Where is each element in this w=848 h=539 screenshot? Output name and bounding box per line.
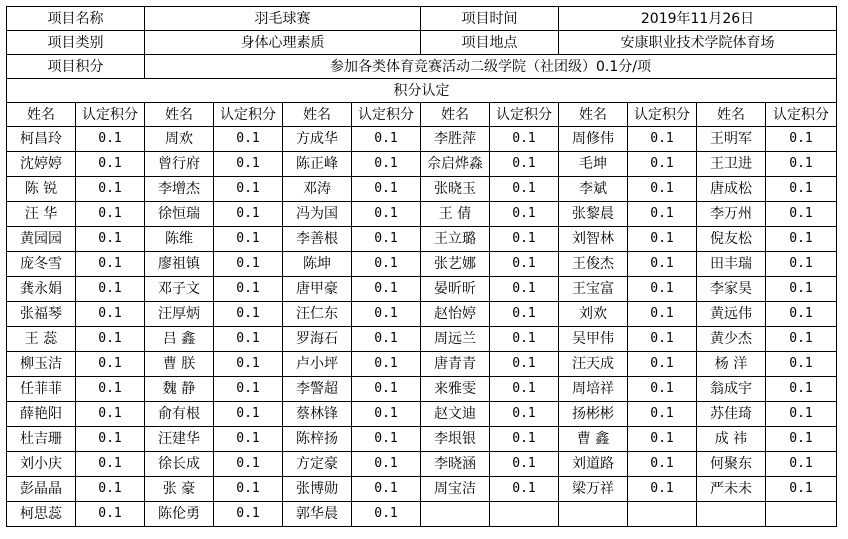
student-name-cell: 王明军 [697,127,766,152]
points-value-cell: 0.1 [766,252,837,277]
student-name-cell: 曾行府 [145,152,214,177]
student-name-cell: 唐甲豪 [283,277,352,302]
points-value-cell: 0.1 [766,277,837,302]
info-row-type [7,31,837,55]
student-name-cell: 曹 朕 [145,352,214,377]
student-name-cell: 徐恒瑞 [145,202,214,227]
student-name-cell: 张博勋 [283,477,352,502]
points-value-cell: 0.1 [214,177,283,202]
points-value-cell: 0.1 [214,327,283,352]
student-name-cell: 王俊杰 [559,252,628,277]
student-name-cell: 徐长成 [145,452,214,477]
points-value-cell: 0.1 [766,227,837,252]
points-value-cell: 0.1 [628,452,697,477]
student-name-cell: 邓涛 [283,177,352,202]
project-name-label: 项目名称 [7,7,145,31]
student-name-cell: 方成华 [283,127,352,152]
table-row [7,477,837,502]
points-value-cell: 0.1 [214,427,283,452]
points-value-cell: 0.1 [214,202,283,227]
points-value-cell: 0.1 [214,127,283,152]
student-name-cell: 李万州 [697,202,766,227]
points-value-cell: 0.1 [214,227,283,252]
column-header-name: 姓名 [421,103,490,127]
points-value-cell [766,502,837,527]
points-value-cell: 0.1 [628,227,697,252]
points-value-cell: 0.1 [352,477,421,502]
student-name-cell: 李警超 [283,377,352,402]
points-value-cell: 0.1 [76,277,145,302]
points-value-cell: 0.1 [490,477,559,502]
points-value-cell: 0.1 [628,477,697,502]
column-header-points: 认定积分 [766,103,837,127]
student-name-cell: 严未未 [697,477,766,502]
student-name-cell: 周宝洁 [421,477,490,502]
points-value-cell: 0.1 [766,352,837,377]
student-name-cell: 吴甲伟 [559,327,628,352]
points-value-cell: 0.1 [490,377,559,402]
student-name-cell: 周欢 [145,127,214,152]
student-name-cell: 陈伦勇 [145,502,214,527]
info-row-name [7,7,837,31]
points-value-cell: 0.1 [76,427,145,452]
table-row [7,327,837,352]
points-value-cell: 0.1 [352,377,421,402]
student-name-cell: 廖祖镇 [145,252,214,277]
student-name-cell: 黄园园 [7,227,76,252]
points-value-cell: 0.1 [214,352,283,377]
student-name-cell: 王 倩 [421,202,490,227]
section-title: 积分认定 [7,79,837,103]
project-time-label: 项目时间 [421,7,559,31]
points-value-cell: 0.1 [490,402,559,427]
project-points-label: 项目积分 [7,55,145,79]
student-name-cell: 陈正峰 [283,152,352,177]
student-name-cell: 苏佳琦 [697,402,766,427]
student-name-cell: 龚永娟 [7,277,76,302]
student-name-cell: 曹 鑫 [559,427,628,452]
points-value-cell: 0.1 [352,277,421,302]
student-name-cell: 张福琴 [7,302,76,327]
points-value-cell: 0.1 [352,227,421,252]
points-value-cell: 0.1 [214,302,283,327]
column-header-name: 姓名 [697,103,766,127]
points-value-cell: 0.1 [76,477,145,502]
student-name-cell: 李增杰 [145,177,214,202]
student-name-cell: 何聚东 [697,452,766,477]
points-value-cell: 0.1 [490,227,559,252]
points-value-cell: 0.1 [76,152,145,177]
points-value-cell: 0.1 [76,327,145,352]
points-value-cell: 0.1 [352,502,421,527]
project-place-value: 安康职业技术学院体育场 [559,31,837,55]
student-name-cell: 卢小坪 [283,352,352,377]
column-header-points: 认定积分 [352,103,421,127]
student-name-cell: 俞有根 [145,402,214,427]
points-value-cell: 0.1 [628,177,697,202]
points-value-cell: 0.1 [76,302,145,327]
points-value-cell: 0.1 [490,452,559,477]
student-name-cell: 李善根 [283,227,352,252]
column-header-points: 认定积分 [214,103,283,127]
points-value-cell: 0.1 [628,327,697,352]
points-value-cell: 0.1 [766,477,837,502]
student-name-cell: 薛艳阳 [7,402,76,427]
points-value-cell: 0.1 [76,452,145,477]
project-place-label: 项目地点 [421,31,559,55]
student-name-cell: 周培祥 [559,377,628,402]
points-value-cell: 0.1 [766,327,837,352]
points-value-cell: 0.1 [490,352,559,377]
student-name-cell: 王宝富 [559,277,628,302]
student-name-cell: 汪建华 [145,427,214,452]
column-header-name: 姓名 [283,103,352,127]
table-row [7,177,837,202]
table-row [7,152,837,177]
table-row [7,452,837,477]
student-name-cell: 翁成宇 [697,377,766,402]
project-time-value: 2019年11月26日 [559,7,837,31]
points-value-cell: 0.1 [352,202,421,227]
student-name-cell: 魏 静 [145,377,214,402]
points-value-cell: 0.1 [766,152,837,177]
student-name-cell: 刘道路 [559,452,628,477]
student-name-cell: 李垠银 [421,427,490,452]
points-value-cell: 0.1 [490,327,559,352]
points-value-cell: 0.1 [76,502,145,527]
table-row [7,127,837,152]
points-value-cell: 0.1 [628,277,697,302]
points-value-cell: 0.1 [490,427,559,452]
points-value-cell: 0.1 [628,252,697,277]
table-row [7,227,837,252]
student-name-cell: 汪 华 [7,202,76,227]
student-name-cell: 张黎晨 [559,202,628,227]
student-name-cell: 来雅雯 [421,377,490,402]
points-value-cell: 0.1 [766,377,837,402]
student-name-cell: 黄远伟 [697,302,766,327]
student-name-cell: 刘欢 [559,302,628,327]
student-name-cell: 汪仁东 [283,302,352,327]
points-sheet [6,6,837,527]
student-name-cell: 刘智林 [559,227,628,252]
student-name-cell: 晏昕昕 [421,277,490,302]
column-header-name: 姓名 [145,103,214,127]
info-row-points [7,55,837,79]
points-value-cell: 0.1 [490,177,559,202]
student-name-cell: 佘启烨淼 [421,152,490,177]
student-name-cell: 汪厚炳 [145,302,214,327]
points-value-cell: 0.1 [76,402,145,427]
points-value-cell: 0.1 [76,177,145,202]
student-name-cell [559,502,628,527]
points-value-cell: 0.1 [490,302,559,327]
table-row [7,202,837,227]
points-value-cell: 0.1 [352,402,421,427]
student-name-cell: 倪友松 [697,227,766,252]
student-name-cell: 田丰瑞 [697,252,766,277]
column-header-name: 姓名 [559,103,628,127]
points-value-cell: 0.1 [766,202,837,227]
points-value-cell: 0.1 [352,427,421,452]
table-row [7,352,837,377]
project-name-value: 羽毛球赛 [145,7,421,31]
student-name-cell: 杜吉珊 [7,427,76,452]
student-name-cell: 郭华晨 [283,502,352,527]
student-name-cell: 李胜萍 [421,127,490,152]
project-type-value: 身体心理素质 [145,31,421,55]
student-name-cell: 唐青青 [421,352,490,377]
column-header-points: 认定积分 [490,103,559,127]
student-name-cell: 李晓涵 [421,452,490,477]
student-name-cell: 蔡林锋 [283,402,352,427]
points-value-cell: 0.1 [490,202,559,227]
student-name-cell: 任菲菲 [7,377,76,402]
points-value-cell: 0.1 [766,402,837,427]
table-row [7,502,837,527]
student-name-cell: 张 豪 [145,477,214,502]
points-value-cell: 0.1 [76,127,145,152]
table-row [7,302,837,327]
points-value-cell: 0.1 [766,427,837,452]
student-name-cell: 毛坤 [559,152,628,177]
points-value-cell: 0.1 [352,327,421,352]
column-header-points: 认定积分 [76,103,145,127]
points-value-cell: 0.1 [76,352,145,377]
student-name-cell: 成 祎 [697,427,766,452]
section-row [7,79,837,103]
points-value-cell: 0.1 [214,452,283,477]
student-name-cell [421,502,490,527]
points-value-cell: 0.1 [214,402,283,427]
points-value-cell [628,502,697,527]
project-type-label: 项目类别 [7,31,145,55]
points-value-cell: 0.1 [628,402,697,427]
student-name-cell: 周修伟 [559,127,628,152]
table-row [7,377,837,402]
student-name-cell: 李斌 [559,177,628,202]
points-value-cell: 0.1 [352,452,421,477]
points-value-cell: 0.1 [628,302,697,327]
points-value-cell: 0.1 [628,202,697,227]
student-name-cell: 柯昌玲 [7,127,76,152]
points-value-cell: 0.1 [628,152,697,177]
student-name-cell: 赵文迪 [421,402,490,427]
points-value-cell: 0.1 [352,352,421,377]
student-name-cell: 李家昊 [697,277,766,302]
points-value-cell: 0.1 [628,352,697,377]
points-value-cell: 0.1 [352,252,421,277]
points-value-cell: 0.1 [76,202,145,227]
points-value-cell: 0.1 [352,302,421,327]
student-name-cell: 张晓玉 [421,177,490,202]
student-name-cell: 陈梓扬 [283,427,352,452]
student-name-cell: 扬彬彬 [559,402,628,427]
student-name-cell: 王立璐 [421,227,490,252]
student-name-cell: 罗海石 [283,327,352,352]
student-name-cell: 汪天成 [559,352,628,377]
table-row [7,427,837,452]
points-value-cell: 0.1 [766,302,837,327]
project-points-value: 参加各类体育竞赛活动二级学院（社团级）0.1分/项 [145,55,837,79]
student-name-cell: 陈坤 [283,252,352,277]
points-value-cell: 0.1 [490,152,559,177]
student-name-cell: 王卫进 [697,152,766,177]
column-header-name: 姓名 [7,103,76,127]
points-value-cell: 0.1 [214,277,283,302]
points-value-cell: 0.1 [352,152,421,177]
student-name-cell: 陈维 [145,227,214,252]
student-name-cell: 王 蕊 [7,327,76,352]
student-name-cell: 吕 鑫 [145,327,214,352]
student-name-cell: 赵怡婷 [421,302,490,327]
points-value-cell: 0.1 [766,127,837,152]
points-value-cell: 0.1 [352,127,421,152]
points-value-cell: 0.1 [628,377,697,402]
points-value-cell: 0.1 [214,377,283,402]
student-name-cell: 柳玉洁 [7,352,76,377]
points-value-cell: 0.1 [490,277,559,302]
points-value-cell: 0.1 [628,127,697,152]
student-name-cell [697,502,766,527]
points-value-cell: 0.1 [214,152,283,177]
student-name-cell: 方定豪 [283,452,352,477]
column-header-points: 认定积分 [628,103,697,127]
points-value-cell: 0.1 [628,427,697,452]
student-name-cell: 梁万祥 [559,477,628,502]
student-name-cell: 柯思蕊 [7,502,76,527]
points-value-cell: 0.1 [214,502,283,527]
student-name-cell: 黄少杰 [697,327,766,352]
points-value-cell: 0.1 [490,252,559,277]
points-value-cell: 0.1 [214,252,283,277]
table-row [7,402,837,427]
points-value-cell: 0.1 [76,252,145,277]
student-name-cell: 周远兰 [421,327,490,352]
student-name-cell: 杨 洋 [697,352,766,377]
student-name-cell: 彭晶晶 [7,477,76,502]
student-name-cell: 陈 锐 [7,177,76,202]
points-value-cell: 0.1 [766,177,837,202]
points-value-cell: 0.1 [352,177,421,202]
student-name-cell: 庞冬雪 [7,252,76,277]
points-value-cell: 0.1 [76,227,145,252]
table-row [7,277,837,302]
student-name-cell: 刘小庆 [7,452,76,477]
points-value-cell: 0.1 [76,377,145,402]
table-row [7,252,837,277]
points-value-cell: 0.1 [214,477,283,502]
student-name-cell: 邓子文 [145,277,214,302]
student-name-cell: 沈婷婷 [7,152,76,177]
student-name-cell: 冯为国 [283,202,352,227]
points-value-cell: 0.1 [490,127,559,152]
column-header-row [7,103,837,127]
student-name-cell: 唐成松 [697,177,766,202]
student-name-cell: 张艺娜 [421,252,490,277]
points-value-cell [490,502,559,527]
points-value-cell: 0.1 [766,452,837,477]
